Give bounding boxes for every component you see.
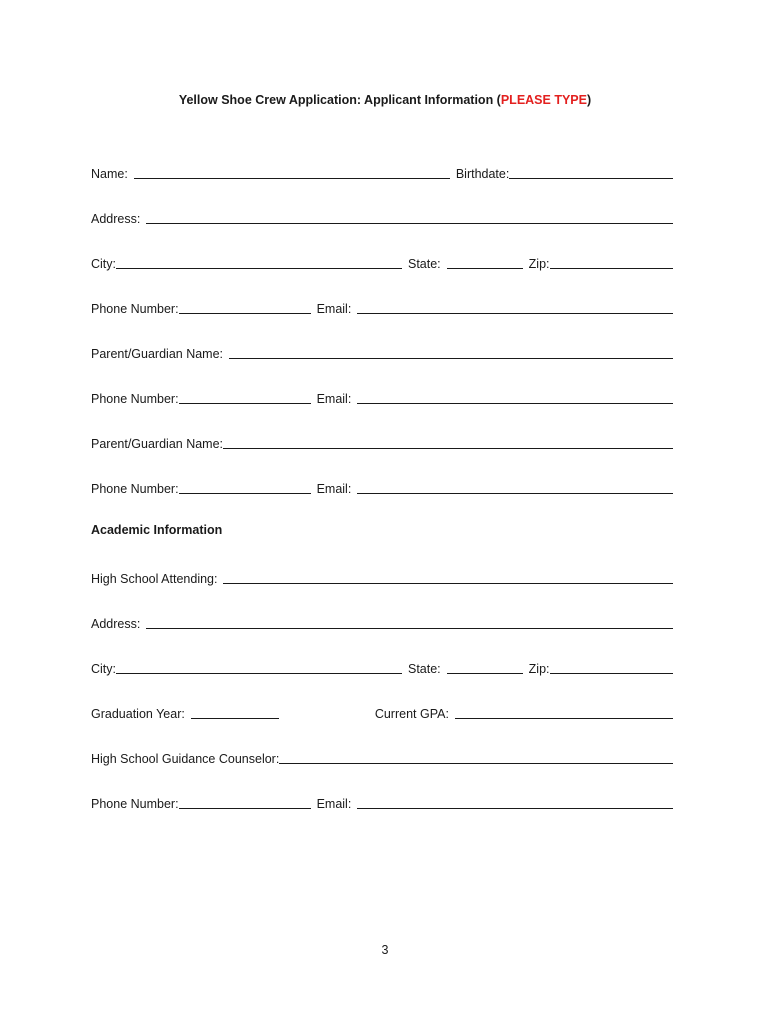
guardian1-phone-label: Phone Number: <box>91 392 179 406</box>
email-label: Email: <box>316 302 352 316</box>
school-address-field[interactable] <box>146 616 673 629</box>
school-zip-field[interactable] <box>550 661 673 674</box>
gpa-field[interactable] <box>455 706 673 719</box>
grad-gpa-row <box>91 703 673 721</box>
grad-year-field[interactable] <box>191 706 279 719</box>
guardian1-phone-row <box>91 388 673 406</box>
school-city-field[interactable] <box>116 661 402 674</box>
counselor-field[interactable] <box>279 751 673 764</box>
guardian1-phone-field[interactable] <box>179 391 311 404</box>
academic-heading: Academic Information <box>91 523 223 537</box>
form-title <box>0 93 770 107</box>
gpa-label: Current GPA: <box>374 707 449 721</box>
guardian2-name-label: Parent/Guardian Name: <box>91 437 224 451</box>
zip-label: Zip: <box>528 257 550 271</box>
counselor-phone-row <box>91 793 673 811</box>
guardian1-name-row <box>91 343 673 361</box>
city-label: City: <box>91 257 116 271</box>
school-row <box>91 568 673 586</box>
title-suffix: ) <box>586 93 592 107</box>
birthdate-label: Birthdate: <box>455 167 510 181</box>
guardian1-email-label: Email: <box>316 392 352 406</box>
state-field[interactable] <box>447 256 523 269</box>
school-zip-label: Zip: <box>528 662 550 676</box>
guardian2-phone-field[interactable] <box>179 481 311 494</box>
page-number: 3 <box>381 943 389 957</box>
phone-label: Phone Number: <box>91 302 179 316</box>
name-label: Name: <box>91 167 128 181</box>
guardian2-name-field[interactable] <box>223 436 673 449</box>
guardian2-phone-row <box>91 478 673 496</box>
name-row <box>91 163 673 181</box>
phone-row <box>91 298 673 316</box>
email-field[interactable] <box>357 301 673 314</box>
guardian2-phone-label: Phone Number: <box>91 482 179 496</box>
guardian1-name-field[interactable] <box>229 346 673 359</box>
city-field[interactable] <box>116 256 402 269</box>
counselor-phone-label: Phone Number: <box>91 797 179 811</box>
address-field[interactable] <box>146 211 673 224</box>
school-address-row <box>91 613 673 631</box>
counselor-phone-field[interactable] <box>179 796 311 809</box>
guardian1-name-label: Parent/Guardian Name: <box>91 347 224 361</box>
counselor-email-field[interactable] <box>357 796 673 809</box>
school-state-field[interactable] <box>447 661 523 674</box>
name-field[interactable] <box>134 166 450 179</box>
state-label: State: <box>408 257 441 271</box>
school-label: High School Attending: <box>91 572 218 586</box>
address-row <box>91 208 673 226</box>
school-field[interactable] <box>223 571 673 584</box>
address-label: Address: <box>91 212 141 226</box>
counselor-email-label: Email: <box>316 797 352 811</box>
school-address-label: Address: <box>91 617 141 631</box>
school-city-label: City: <box>91 662 116 676</box>
title-prefix: Yellow Shoe Crew Application: Applicant Information ( <box>178 93 501 107</box>
phone-field[interactable] <box>179 301 311 314</box>
title-please-type: PLEASE TYPE <box>500 93 587 107</box>
zip-field[interactable] <box>550 256 673 269</box>
guardian2-name-row <box>91 433 673 451</box>
school-city-row <box>91 658 673 676</box>
grad-year-label: Graduation Year: <box>91 707 185 721</box>
birthdate-field[interactable] <box>509 166 673 179</box>
counselor-row <box>91 748 673 766</box>
guardian2-email-label: Email: <box>316 482 352 496</box>
city-row <box>91 253 673 271</box>
guardian2-email-field[interactable] <box>357 481 673 494</box>
school-state-label: State: <box>408 662 441 676</box>
counselor-label: High School Guidance Counselor: <box>91 752 280 766</box>
guardian1-email-field[interactable] <box>357 391 673 404</box>
